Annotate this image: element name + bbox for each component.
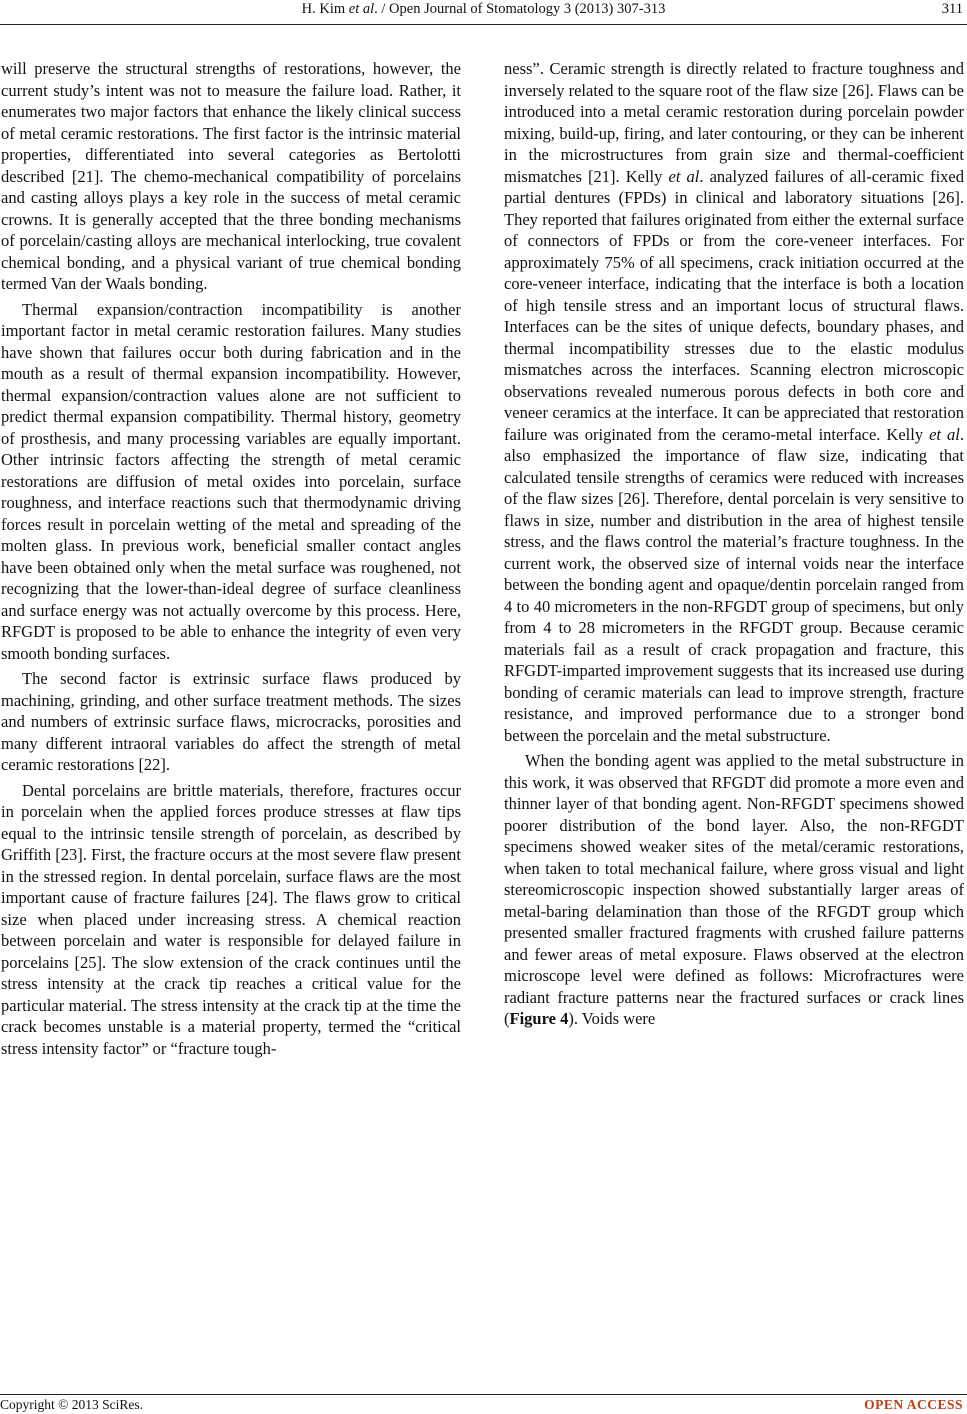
right-p2-text-b: ). Voids were [568, 1009, 656, 1028]
footer-rule [0, 1394, 967, 1395]
running-title-prefix: H. Kim [301, 1, 349, 17]
left-paragraph-4: Dental porcelains are brittle materials, therefore, fractures occur in porcelain when the applied forces produce stresses at flaw tips equal to the intrinsic tensile strength of porcelain, as described by Griffith [23]. First, the fracture occurs at the most severe flaw present in the stressed region. In dental porcelain, surface flaws are the most important cause of fracture failures [24]. The flaws grow to critical size when placed under increasing stress. A chemical reaction between porcelain and water is responsible for delayed failure in porcelains [25]. The slow extension of the crack continues until the stress intensity at the crack tip reaches a critical value for the particular material. The stress intensity at the crack tip at the time the crack becomes unstable is a material property, termed the “critical stress intensity factor” or “fracture tough- [1, 780, 461, 1058]
right-p1-text-b: . analyzed failures of all-ceramic fixed partial dentures (FPDs) in clinical and laboratory situations [26]. They reported that failures originated from either the external surface of connectors of FPDs or from the core-veneer interfaces. For approximately 75% of all specimens, crack initiation occurred at the core-veneer interface, indicating that the interface is both a location of high tensile stress and an important locus of structural flaws. Interfaces can be the sites of unique defects, boundary phases, and thermal incompatibility stresses due to the elastic modulus mismatches across the interfaces. Scanning electron microscopic observations revealed numerous porous defects in both core and veneer ceramics at the interface. It can be appreciated that restoration failure was originated from the ceramo-metal interface. Kelly [504, 166, 965, 444]
right-p1-text-a: ness”. Ceramic strength is directly related to fracture toughness and inversely related to the square root of the flaw size [26]. Flaws can be introduced into a metal ceramic restoration during porcelain powder mixing, build-up, firing, and later contouring, or they can be inherent in the microstructures from grain size and thermal-coefficient mismatches [21]. Kelly [504, 59, 965, 186]
running-header [0, 0, 967, 22]
et-al-italic-2: et al [929, 424, 960, 444]
page-footer [0, 1397, 967, 1414]
right-column [504, 58, 964, 1030]
running-title-suffix: . / Open Journal of Stomatology 3 (2013) 307-313 [374, 1, 666, 17]
left-column [1, 58, 461, 1059]
header-rule [0, 24, 967, 25]
copyright-notice: Copyright © 2013 SciRes. [0, 1397, 144, 1412]
left-paragraph-3: The second factor is extrinsic surface flaws produced by machining, grinding, and other surface treatment methods. The sizes and numbers of extrinsic surface flaws, microcracks, porosities and many different intraoral variables do affect the strength of metal ceramic restorations [22]. [1, 669, 461, 774]
right-p1-text-c: . also emphasized the importance of flaw size, indicating that calculated tensile strengths of ceramics were reduced with increases of the flaw sizes [26]. Therefore, dental porcelain is very sensitive to flaws in size, number and distribution in the area of highest tensile stress, and the flaws control the material’s fracture toughness. In the current work, the observed size of internal voids near the interface between the bonding agent and opaque/dentin porcelain ranged from 4 to 40 micrometers in the non-RFGDT group of specimens, but only from 4 to 28 micrometers in the RFGDT group. Because ceramic materials fail as a result of crack propagation and fracture, this RFGDT-imparted improvement suggests that its increased use during bonding of ceramic materials can lead to improve strength, fracture resistance, and improved performance due to a stronger bond between the porcelain and the metal substructure. [504, 424, 964, 745]
right-p2-text-a: When the bonding agent was applied to the metal substructure in this work, it was observed that RFGDT did promote a more even and thinner layer of that bonding agent. Non-RFGDT specimens showed poorer distribution of the bond layer. Also, the non-RFGDT specimens showed weaker sites of the metal/ceramic restorations, when taken to total mechanical failure, where gross visual and light stereomicroscopic inspection showed substantially larger areas of metal-baring delamination than those of the RFGDT group which presented smaller fractured fragments with crushed failure patterns and fewer areas of metal exposure. Flaws observed at the electron microscope level were defined as follows: Microfractures were radiant fracture patterns near the fractured surfaces or crack lines ( [504, 751, 964, 1028]
figure-reference: Figure 4 [509, 1009, 569, 1028]
right-paragraph-1 [504, 58, 964, 746]
left-paragraph-1: will preserve the structural strengths of restorations, however, the current study’s intent was not to measure the failure load. Rather, it enumerates two major factors that enhance the likely clinical success of metal ceramic restorations. The first factor is the intrinsic material properties, differentiated into several categories as Bertolotti described [21]. The chemo-mechanical compatibility of porcelains and casting alloys plays a key role in the success of metal ceramic crowns. It is generally accepted that the three bonding mechanisms of porcelain/casting alloys are mechanical interlocking, true covalent chemical bonding, and a physical variant of true chemical bonding termed Van der Waals bonding. [1, 59, 461, 293]
running-title-etal: et al [348, 1, 375, 17]
et-al-italic-1: et al [668, 166, 700, 186]
running-title [0, 0, 967, 18]
left-paragraph-2: Thermal expansion/contraction incompatibility is another important factor in metal ceramic restoration failures. Many studies have shown that failures occur both during fabrication and in the mouth as a result of thermal expansion incompatibility. However, thermal expansion/contraction values alone are not sufficient to predict thermal expansion compatibility. Thermal history, geometry of prosthesis, and many processing variables are equally important. Other intrinsic factors affecting the strength of metal ceramic restorations are diffusion of metal oxides into porcelain, surface roughness, and interface reactions such that thermodynamic driving forces result in porcelain wetting of the metal and spreading of the molten glass. In previous work, beneficial smaller contact angles have been obtained only when the metal surface was roughened, not recognizing that the lower-than-ideal degree of surface cleanliness and surface energy was not actually overcome by this process. Here, RFGDT is proposed to be able to enhance the integrity of even very smooth bonding surfaces. [1, 299, 461, 663]
right-paragraph-2 [504, 750, 964, 1030]
page-number: 311 [941, 1, 963, 17]
open-access-label: OPEN ACCESS [864, 1397, 963, 1412]
